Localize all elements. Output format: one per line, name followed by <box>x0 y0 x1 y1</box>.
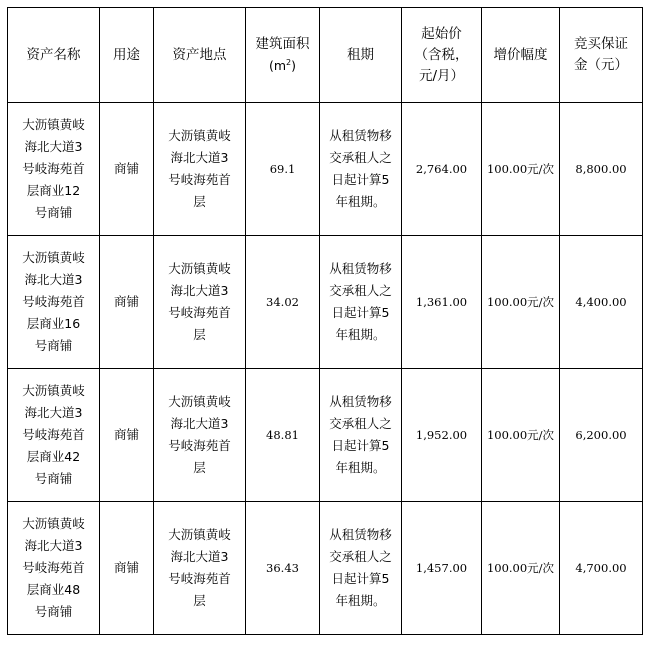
cell-price <box>402 103 482 236</box>
deposit-text: 8,800.00 <box>575 162 627 176</box>
asset-name-text: 大沥镇黄岐海北大道3号岐海苑首层商业48号商铺 <box>22 516 85 619</box>
cell-location <box>154 103 246 236</box>
header-area-unit-sup: 2 <box>286 57 292 67</box>
cell-price <box>402 369 482 502</box>
cell-location <box>154 502 246 635</box>
increment-text: 100.00元/次 <box>486 295 555 309</box>
location-text: 大沥镇黄岐海北大道3号岐海苑首层 <box>168 394 231 475</box>
cell-increment <box>482 103 560 236</box>
area-text: 48.81 <box>266 428 299 442</box>
asset-lease-table <box>7 7 643 635</box>
cell-asset-name <box>8 369 100 502</box>
price-text: 2,764.00 <box>415 162 468 176</box>
cell-price <box>402 502 482 635</box>
cell-location <box>154 236 246 369</box>
term-text: 从租赁物移交承租人之日起计算5年租期。 <box>329 261 392 342</box>
use-text: 商铺 <box>113 161 139 176</box>
cell-deposit <box>560 502 643 635</box>
header-area-label: 建筑面积 <box>255 35 310 52</box>
location-text: 大沥镇黄岐海北大道3号岐海苑首层 <box>168 128 231 209</box>
price-text: 1,361.00 <box>415 295 468 309</box>
header-deposit <box>560 8 643 103</box>
header-asset-name-label: 资产名称 <box>26 46 81 63</box>
cell-asset-name <box>8 103 100 236</box>
increment-text: 100.00元/次 <box>486 428 555 442</box>
area-text: 69.1 <box>269 162 296 176</box>
cell-increment <box>482 236 560 369</box>
table-row <box>8 236 643 369</box>
cell-increment <box>482 502 560 635</box>
term-text: 从租赁物移交承租人之日起计算5年租期。 <box>329 394 392 475</box>
cell-use <box>100 502 154 635</box>
cell-deposit <box>560 236 643 369</box>
cell-deposit <box>560 103 643 236</box>
header-area-unit-post: ) <box>291 57 297 73</box>
header-location <box>154 8 246 103</box>
header-increment-label: 增价幅度 <box>493 46 548 63</box>
deposit-text: 4,700.00 <box>575 561 627 575</box>
header-price <box>402 8 482 103</box>
cell-area <box>246 236 320 369</box>
table-header-row <box>8 8 643 103</box>
area-text: 34.02 <box>266 295 299 309</box>
header-term-label: 租期 <box>347 46 374 63</box>
header-term <box>320 8 402 103</box>
deposit-text: 4,400.00 <box>575 295 627 309</box>
header-area <box>246 8 320 103</box>
cell-use <box>100 369 154 502</box>
header-deposit-label: 竞买保证金（元） <box>574 36 628 73</box>
term-text: 从租赁物移交承租人之日起计算5年租期。 <box>329 128 392 209</box>
header-use-label: 用途 <box>113 46 140 63</box>
increment-text: 100.00元/次 <box>486 162 555 176</box>
header-use <box>100 8 154 103</box>
cell-price <box>402 236 482 369</box>
use-text: 商铺 <box>113 560 139 575</box>
table-row <box>8 369 643 502</box>
cell-increment <box>482 369 560 502</box>
cell-term <box>320 236 402 369</box>
asset-name-text: 大沥镇黄岐海北大道3号岐海苑首层商业42号商铺 <box>22 383 85 486</box>
term-text: 从租赁物移交承租人之日起计算5年租期。 <box>329 527 392 608</box>
table-row <box>8 103 643 236</box>
asset-name-text: 大沥镇黄岐海北大道3号岐海苑首层商业16号商铺 <box>22 250 85 353</box>
header-increment <box>482 8 560 103</box>
cell-deposit <box>560 369 643 502</box>
cell-asset-name <box>8 502 100 635</box>
header-area-unit-pre: (m <box>268 57 287 73</box>
header-price-label: 起始价（含税，元/月） <box>414 25 469 84</box>
area-text: 36.43 <box>266 561 299 575</box>
cell-use <box>100 236 154 369</box>
cell-term <box>320 369 402 502</box>
cell-term <box>320 502 402 635</box>
price-text: 1,952.00 <box>415 428 468 442</box>
cell-area <box>246 103 320 236</box>
deposit-text: 6,200.00 <box>575 428 627 442</box>
increment-text: 100.00元/次 <box>486 561 555 575</box>
table-row <box>8 502 643 635</box>
asset-name-text: 大沥镇黄岐海北大道3号岐海苑首层商业12号商铺 <box>22 117 85 220</box>
cell-use <box>100 103 154 236</box>
use-text: 商铺 <box>113 427 139 442</box>
price-text: 1,457.00 <box>415 561 468 575</box>
location-text: 大沥镇黄岐海北大道3号岐海苑首层 <box>168 261 231 342</box>
cell-location <box>154 369 246 502</box>
header-location-label: 资产地点 <box>172 46 227 63</box>
cell-area <box>246 502 320 635</box>
use-text: 商铺 <box>113 294 139 309</box>
header-asset-name <box>8 8 100 103</box>
cell-term <box>320 103 402 236</box>
location-text: 大沥镇黄岐海北大道3号岐海苑首层 <box>168 527 231 608</box>
header-area-unit <box>269 58 296 73</box>
cell-asset-name <box>8 236 100 369</box>
cell-area <box>246 369 320 502</box>
